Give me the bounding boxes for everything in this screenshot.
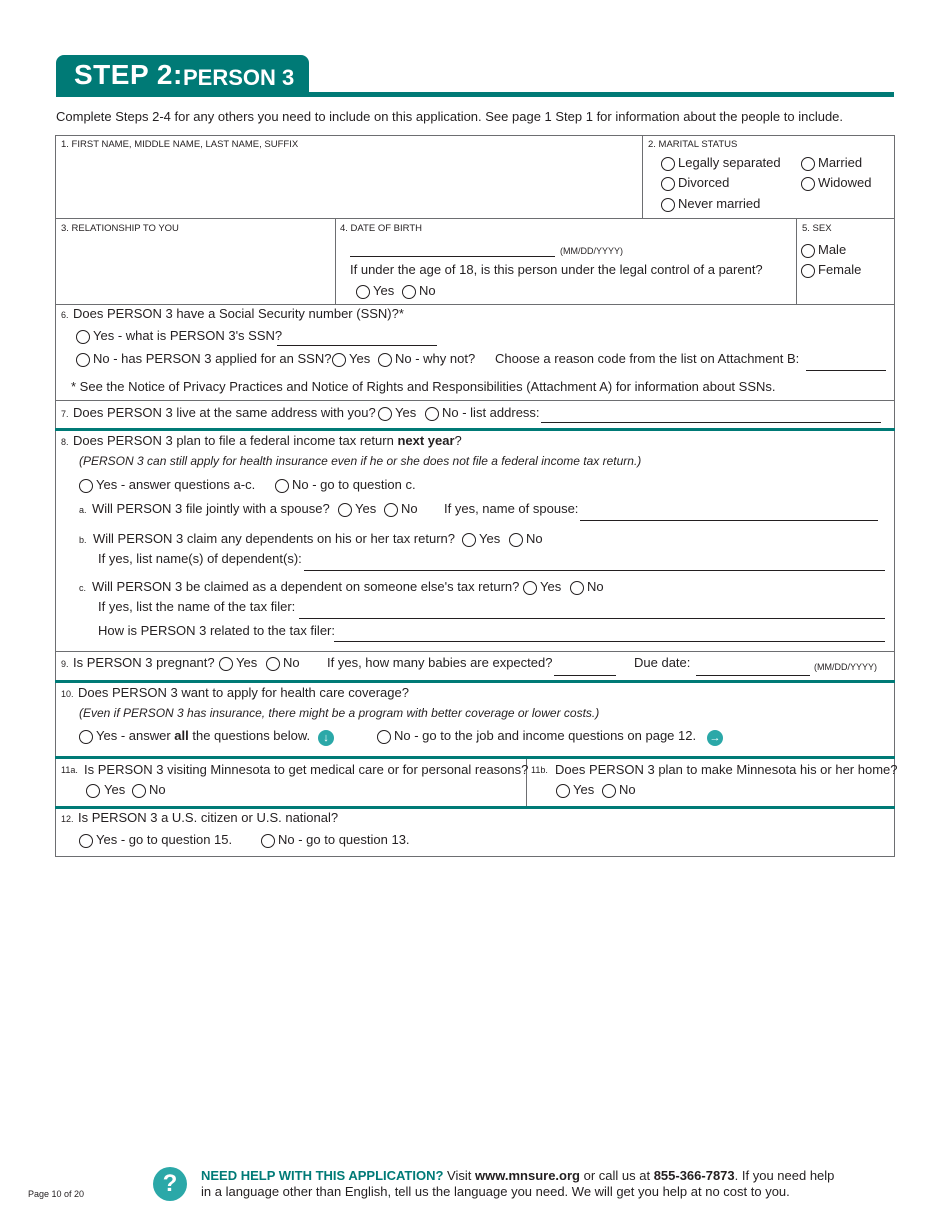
q12-number: 12. <box>61 814 74 824</box>
visiting-yes: Yes <box>104 782 126 797</box>
joint-yes: Yes <box>355 501 377 516</box>
teal-divider <box>55 806 895 809</box>
claimed-yes: Yes <box>540 579 562 594</box>
radio-tax-no[interactable] <box>275 479 289 493</box>
ssn-yes-text: Yes - what is PERSON 3's SSN? <box>93 328 283 343</box>
radio-widowed[interactable] <box>801 177 815 191</box>
teal-divider <box>55 428 895 431</box>
help-line-2: in a language other than English, tell us the language you need. We will get you help at no cost to you. <box>201 1184 790 1199</box>
spouse-input[interactable] <box>580 520 878 521</box>
dependents-list-label: If yes, list name(s) of dependent(s): <box>98 551 302 566</box>
ssn-note: * See the Notice of Privacy Practices and Notice of Rights and Responsibilities (Attachment A) for information about SSNs. <box>71 379 776 394</box>
reason-code-input[interactable] <box>806 370 886 371</box>
home-yes: Yes <box>573 782 595 797</box>
radio-legal-control-yes[interactable] <box>356 285 370 299</box>
home-question: Does PERSON 3 plan to make Minnesota his or her home? <box>555 762 898 777</box>
coverage-no: No - go to the job and income questions on page 12. <box>394 728 697 743</box>
babies-input[interactable] <box>554 675 616 676</box>
help-url: www.mnsure.org <box>475 1168 580 1183</box>
dob-format: (MM/DD/YYYY) <box>560 246 623 256</box>
legal-control-question: If under the age of 18, is this person under the legal control of a parent? <box>350 262 763 277</box>
option-never-married: Never married <box>678 196 761 211</box>
citizen-no: No - go to question 13. <box>278 832 410 847</box>
address-yes: Yes <box>395 405 417 420</box>
sex-label: 5. SEX <box>802 223 832 234</box>
reason-code-text: Choose a reason code from the list on Attachment B: <box>495 351 800 366</box>
radio-ssn-yes[interactable] <box>76 330 90 344</box>
radio-claimed-yes[interactable] <box>523 581 537 595</box>
teal-divider <box>55 680 895 683</box>
radio-female[interactable] <box>801 264 815 278</box>
babies-label: If yes, how many babies are expected? <box>327 655 553 670</box>
radio-legal-control-no[interactable] <box>402 285 416 299</box>
divider <box>55 218 895 219</box>
q11b-number: 11b. <box>531 765 548 775</box>
radio-joint-yes[interactable] <box>338 503 352 517</box>
tax-filer-label: If yes, list the name of the tax filer: <box>98 599 296 614</box>
ssn-input[interactable] <box>277 345 437 346</box>
home-no: No <box>619 782 636 797</box>
radio-joint-no[interactable] <box>384 503 398 517</box>
visiting-no: No <box>149 782 166 797</box>
joint-question: Will PERSON 3 file jointly with a spouse? <box>92 501 330 516</box>
dob-input[interactable] <box>350 256 555 257</box>
related-label: How is PERSON 3 related to the tax filer: <box>98 623 335 638</box>
joint-no: No <box>401 501 418 516</box>
radio-dependents-yes[interactable] <box>462 533 476 547</box>
relationship-label: 3. RELATIONSHIP TO YOU <box>61 223 179 234</box>
divider <box>796 218 797 305</box>
q8a-letter: a. <box>79 505 87 515</box>
option-widowed: Widowed <box>818 175 872 190</box>
claimed-no: No <box>587 579 604 594</box>
coverage-note: (Even if PERSON 3 has insurance, there might be a program with better coverage or lower costs.) <box>79 706 600 720</box>
radio-ssn-no[interactable] <box>76 353 90 367</box>
citizen-question: Is PERSON 3 a U.S. citizen or U.S. national? <box>78 810 339 825</box>
address-input[interactable] <box>541 422 881 423</box>
q10-number: 10. <box>61 689 74 699</box>
tax-question: Does PERSON 3 plan to file a federal income tax return next year? <box>73 433 462 448</box>
radio-divorced[interactable] <box>661 177 675 191</box>
radio-married[interactable] <box>801 157 815 171</box>
help-line-1: NEED HELP WITH THIS APPLICATION? Visit www.mnsure.org or call us at 855-366-7873. If you need help <box>201 1168 835 1183</box>
dependents-yes: Yes <box>479 531 501 546</box>
related-input[interactable] <box>334 641 885 642</box>
question-circle-icon: ? <box>153 1167 187 1201</box>
radio-pregnant-no[interactable] <box>266 657 280 671</box>
coverage-yes: Yes - answer all the questions below. <box>96 728 311 743</box>
step-header-tab <box>56 55 309 95</box>
q8c-letter: c. <box>79 583 87 593</box>
dependents-no: No <box>526 531 543 546</box>
q6-number: 6. <box>61 310 69 320</box>
option-legally-separated: Legally separated <box>678 155 781 170</box>
spouse-label: If yes, name of spouse: <box>444 501 579 516</box>
pregnant-question: Is PERSON 3 pregnant? <box>73 655 215 670</box>
radio-never-married[interactable] <box>661 198 675 212</box>
ssn-question: Does PERSON 3 have a Social Security number (SSN)?* <box>73 306 404 321</box>
tax-no: No - go to question c. <box>292 477 416 492</box>
due-date-label: Due date: <box>634 655 691 670</box>
radio-applied-no[interactable] <box>378 353 392 367</box>
person-title: PERSON 3 <box>183 65 295 90</box>
radio-home-no[interactable] <box>602 784 616 798</box>
tax-filer-input[interactable] <box>299 618 885 619</box>
radio-pregnant-yes[interactable] <box>219 657 233 671</box>
radio-visiting-yes[interactable] <box>86 784 100 798</box>
divider <box>335 218 336 305</box>
due-date-format: (MM/DD/YYYY) <box>814 662 877 672</box>
radio-coverage-no[interactable] <box>377 730 391 744</box>
name-input[interactable] <box>60 152 638 214</box>
q11a-number: 11a. <box>61 765 78 775</box>
tax-yes: Yes - answer questions a-c. <box>96 477 256 492</box>
arrow-right-circle-icon: → <box>707 730 723 746</box>
help-phone: 855-366-7873 <box>653 1168 735 1183</box>
pregnant-no: No <box>283 655 300 670</box>
header-rule <box>56 92 894 97</box>
legal-control-yes: Yes <box>373 283 395 298</box>
radio-claimed-no[interactable] <box>570 581 584 595</box>
marital-status-label: 2. MARITAL STATUS <box>648 139 738 150</box>
teal-divider <box>55 756 895 759</box>
step-title: STEP 2: <box>74 59 183 90</box>
arrow-down-circle-icon: ↓ <box>318 730 334 746</box>
radio-applied-yes[interactable] <box>332 353 346 367</box>
option-married: Married <box>818 155 863 170</box>
pregnant-yes: Yes <box>236 655 258 670</box>
radio-dependents-no[interactable] <box>509 533 523 547</box>
option-male: Male <box>818 242 847 257</box>
due-date-input[interactable] <box>696 675 810 676</box>
radio-male[interactable] <box>801 244 815 258</box>
address-question: Does PERSON 3 live at the same address with you? <box>73 405 376 420</box>
dob-label: 4. DATE OF BIRTH <box>340 223 422 234</box>
q8-number: 8. <box>61 437 69 447</box>
q9-number: 9. <box>61 659 69 669</box>
radio-citizen-yes[interactable] <box>79 834 93 848</box>
address-no: No - list address: <box>442 405 540 420</box>
visiting-question: Is PERSON 3 visiting Minnesota to get medical care or for personal reasons? <box>84 762 529 777</box>
intro-text: Complete Steps 2-4 for any others you need to include on this application. See page 1 Step 1 for information about the people to include. <box>56 109 844 124</box>
name-label: 1. FIRST NAME, MIDDLE NAME, LAST NAME, SUFFIX <box>61 139 299 150</box>
coverage-question: Does PERSON 3 want to apply for health care coverage? <box>78 685 409 700</box>
relationship-input[interactable] <box>60 236 330 300</box>
q8b-letter: b. <box>79 535 87 545</box>
dependents-input[interactable] <box>304 570 885 571</box>
applied-no: No - why not? <box>395 351 476 366</box>
radio-tax-yes[interactable] <box>79 479 93 493</box>
radio-address-no[interactable] <box>425 407 439 421</box>
radio-home-yes[interactable] <box>556 784 570 798</box>
q7-number: 7. <box>61 409 69 419</box>
radio-visiting-no[interactable] <box>132 784 146 798</box>
page-number: Page 10 of 20 <box>28 1189 85 1199</box>
divider <box>642 135 643 218</box>
option-divorced: Divorced <box>678 175 730 190</box>
applied-yes: Yes <box>349 351 371 366</box>
radio-coverage-yes[interactable] <box>79 730 93 744</box>
legal-control-no: No <box>419 283 436 298</box>
citizen-yes: Yes - go to question 15. <box>96 832 233 847</box>
ssn-no-text: No - has PERSON 3 applied for an SSN? <box>93 351 332 366</box>
radio-address-yes[interactable] <box>378 407 392 421</box>
radio-legally-separated[interactable] <box>661 157 675 171</box>
option-female: Female <box>818 262 862 277</box>
claimed-question: Will PERSON 3 be claimed as a dependent on someone else's tax return? <box>92 579 520 594</box>
tax-note: (PERSON 3 can still apply for health insurance even if he or she does not file a federal income tax return.) <box>79 454 642 468</box>
radio-citizen-no[interactable] <box>261 834 275 848</box>
dependents-question: Will PERSON 3 claim any dependents on his or her tax return? <box>93 531 456 546</box>
